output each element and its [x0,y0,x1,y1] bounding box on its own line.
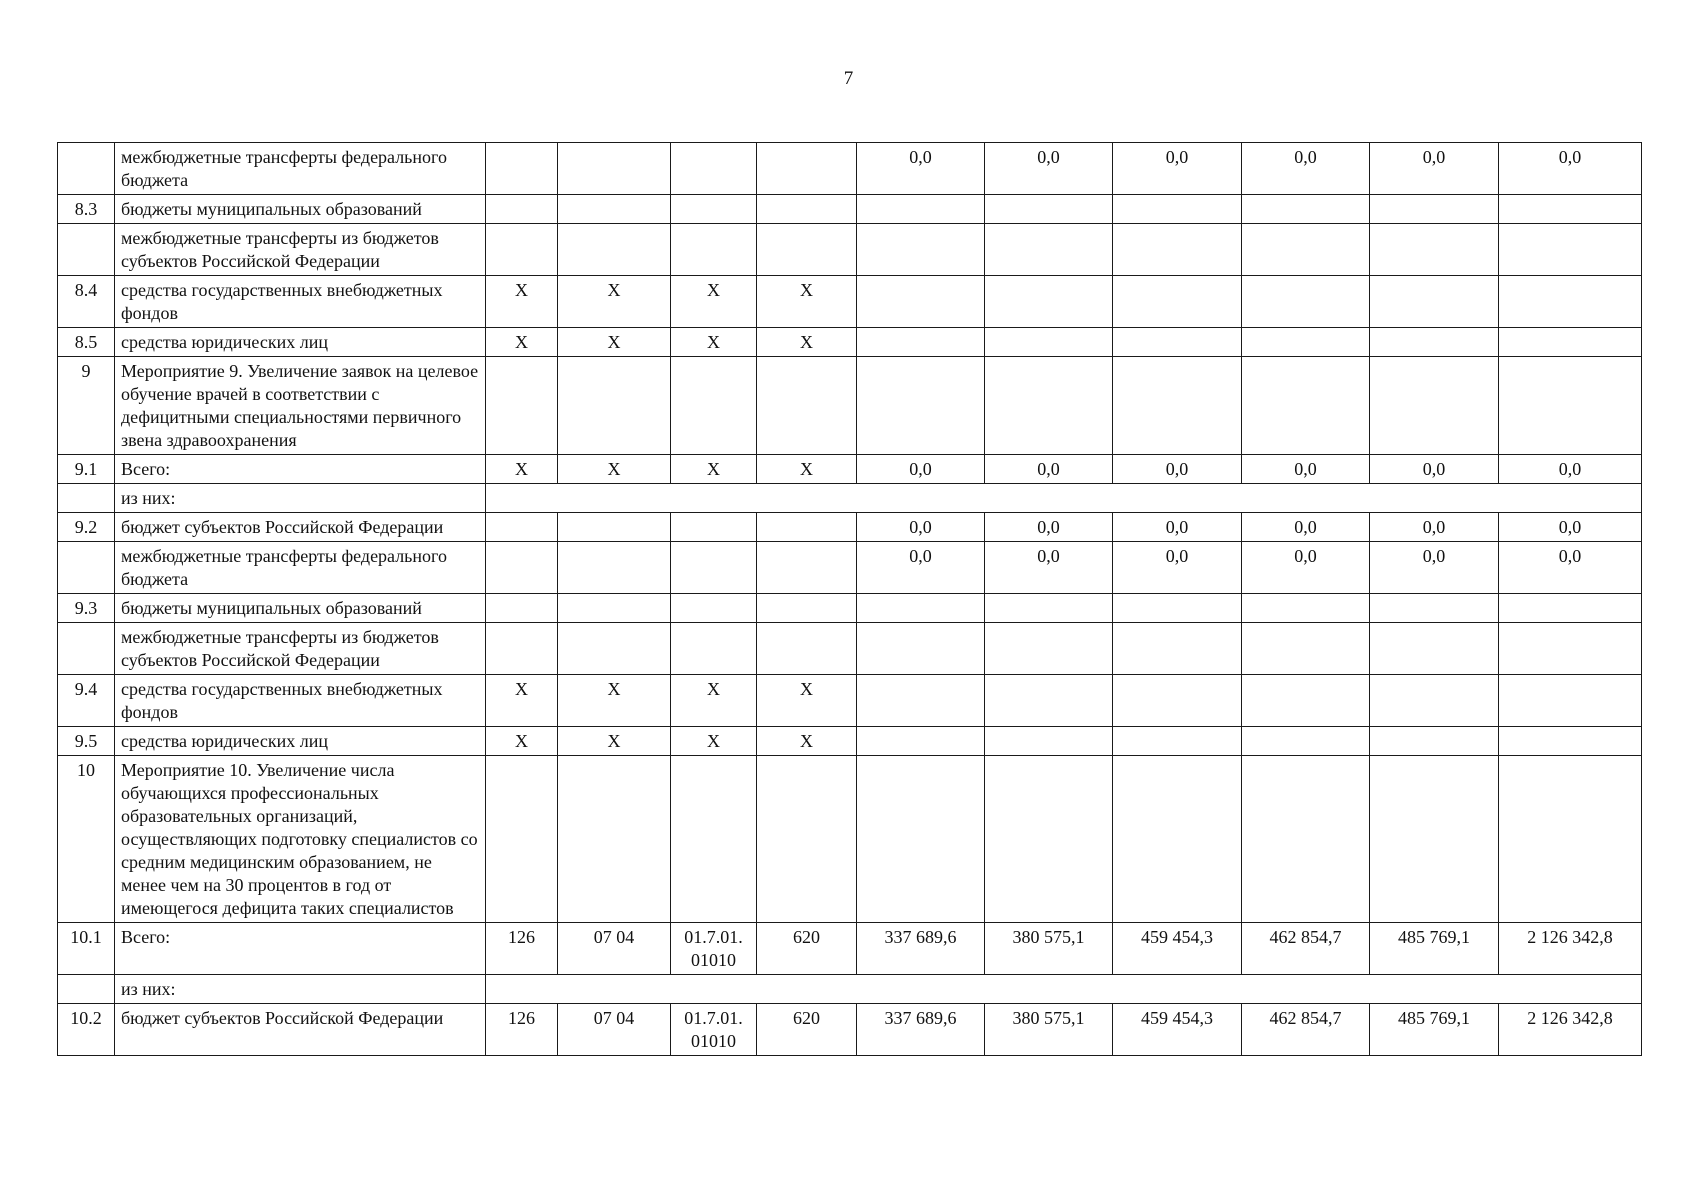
value-cell [1113,675,1242,727]
value-cell [985,328,1113,357]
value-cell [558,542,671,594]
table-row [58,623,1642,675]
value-cell [558,195,671,224]
row-number-cell: 10.1 [58,923,115,975]
table-row [58,484,1642,513]
value-cell: 0,0 [1242,455,1370,484]
value-cell [757,195,857,224]
value-cell [1242,623,1370,675]
row-number-cell: 8.5 [58,328,115,357]
value-cell [1242,328,1370,357]
value-cell [1370,623,1499,675]
value-cell: 0,0 [1113,542,1242,594]
value-cell: 462 854,7 [1242,923,1370,975]
row-number-cell [58,484,115,513]
value-cell [1113,357,1242,455]
value-cell: 485 769,1 [1370,1004,1499,1056]
row-number-cell: 9.2 [58,513,115,542]
value-cell [757,357,857,455]
value-cell: Х [671,727,757,756]
value-cell: Х [486,675,558,727]
value-cell [1370,594,1499,623]
value-cell [1113,224,1242,276]
value-cell [985,594,1113,623]
value-cell: 459 454,3 [1113,923,1242,975]
row-name-cell: Всего: [115,455,486,484]
value-cell [1499,727,1642,756]
value-cell: 0,0 [1113,143,1242,195]
value-cell: 337 689,6 [857,1004,985,1056]
row-name-cell: Всего: [115,923,486,975]
value-cell: Х [558,675,671,727]
value-cell: 337 689,6 [857,923,985,975]
value-cell [1370,276,1499,328]
value-cell [857,357,985,455]
row-name-cell: средства государственных внебюджетных фондов [115,675,486,727]
row-name-cell: из них: [115,484,486,513]
value-cell [1242,594,1370,623]
row-number-cell: 9.5 [58,727,115,756]
value-cell [558,357,671,455]
table-row [58,756,1642,923]
row-name-cell: Мероприятие 10. Увеличение числа обучающихся профессиональных образовательных организаций, осуществляющих подготовку специалистов со средним медицинским образованием, не менее чем на 30 процентов в год от имеющегося дефицита таких специалистов [115,756,486,923]
value-cell [985,727,1113,756]
row-name-cell: Мероприятие 9. Увеличение заявок на целевое обучение врачей в соответствии с дефицитными специальностями первичного звена здравоохранения [115,357,486,455]
table-row [58,328,1642,357]
value-cell [671,143,757,195]
value-cell: 0,0 [1113,455,1242,484]
value-cell [857,224,985,276]
value-cell [486,195,558,224]
value-cell [486,224,558,276]
row-name-cell: межбюджетные трансферты из бюджетов субъектов Российской Федерации [115,623,486,675]
value-cell [486,357,558,455]
value-cell [486,143,558,195]
value-cell: 0,0 [1242,143,1370,195]
value-cell: Х [558,455,671,484]
value-cell [985,675,1113,727]
value-cell: Х [558,727,671,756]
table-row [58,675,1642,727]
value-cell [1242,357,1370,455]
row-number-cell [58,542,115,594]
value-cell [857,623,985,675]
table-row [58,594,1642,623]
value-cell: 07 04 [558,1004,671,1056]
value-cell: 0,0 [1370,542,1499,594]
row-number-cell: 9.4 [58,675,115,727]
value-cell [1113,328,1242,357]
value-cell: Х [757,675,857,727]
value-cell [1113,727,1242,756]
row-number-cell: 10 [58,756,115,923]
value-cell [486,513,558,542]
budget-table [57,142,1642,1056]
value-cell: 0,0 [985,513,1113,542]
value-cell: Х [486,455,558,484]
value-cell: 0,0 [1499,542,1642,594]
table-row [58,727,1642,756]
value-cell [1499,328,1642,357]
value-cell [857,594,985,623]
table-row [58,975,1642,1004]
value-cell: 0,0 [857,542,985,594]
value-cell [671,542,757,594]
value-cell: Х [757,328,857,357]
value-cell [1242,756,1370,923]
value-cell: 620 [757,1004,857,1056]
value-cell [1242,195,1370,224]
value-cell [671,513,757,542]
value-cell [857,675,985,727]
value-cell [757,224,857,276]
row-number-cell [58,975,115,1004]
value-cell [1370,224,1499,276]
value-cell [985,756,1113,923]
row-name-cell: средства юридических лиц [115,727,486,756]
value-cell [985,224,1113,276]
value-cell: Х [486,276,558,328]
value-cell [558,623,671,675]
table-row [58,357,1642,455]
row-number-cell: 9.3 [58,594,115,623]
value-cell [985,276,1113,328]
value-cell: 0,0 [1113,513,1242,542]
table-body [58,143,1642,1056]
table-row [58,923,1642,975]
value-cell: 0,0 [857,143,985,195]
value-cell [857,727,985,756]
table-row [58,276,1642,328]
row-number-cell: 9 [58,357,115,455]
value-cell: Х [486,328,558,357]
value-cell: 0,0 [1499,455,1642,484]
value-cell: 485 769,1 [1370,923,1499,975]
value-cell [486,623,558,675]
row-name-cell: межбюджетные трансферты федерального бюджета [115,542,486,594]
value-cell [671,357,757,455]
value-cell: 0,0 [857,455,985,484]
value-cell [1370,357,1499,455]
value-cell [857,328,985,357]
value-cell [1113,195,1242,224]
value-cell [1499,623,1642,675]
value-cell [1242,675,1370,727]
value-cell [486,594,558,623]
value-cell [1113,594,1242,623]
table-row [58,143,1642,195]
value-cell: Х [671,675,757,727]
value-cell: 0,0 [1370,513,1499,542]
row-number-cell: 9.1 [58,455,115,484]
value-cell: 0,0 [1370,143,1499,195]
value-cell: 0,0 [985,542,1113,594]
value-cell [671,224,757,276]
value-cell: 01.7.01. 01010 [671,923,757,975]
value-cell: 126 [486,1004,558,1056]
value-cell: Х [558,328,671,357]
value-cell: 2 126 342,8 [1499,1004,1642,1056]
merged-empty-cell [486,484,1642,513]
row-number-cell: 8.4 [58,276,115,328]
value-cell [985,195,1113,224]
value-cell [558,143,671,195]
value-cell [1499,594,1642,623]
row-name-cell: межбюджетные трансферты из бюджетов субъектов Российской Федерации [115,224,486,276]
value-cell [757,143,857,195]
value-cell: 0,0 [857,513,985,542]
value-cell: Х [757,727,857,756]
value-cell: Х [671,455,757,484]
value-cell [486,542,558,594]
row-name-cell: из них: [115,975,486,1004]
value-cell [558,756,671,923]
value-cell: 380 575,1 [985,923,1113,975]
value-cell: 07 04 [558,923,671,975]
value-cell [1370,195,1499,224]
row-name-cell: средства юридических лиц [115,328,486,357]
value-cell [857,276,985,328]
value-cell: 459 454,3 [1113,1004,1242,1056]
value-cell [671,195,757,224]
value-cell: 01.7.01. 01010 [671,1004,757,1056]
row-number-cell [58,224,115,276]
value-cell [558,513,671,542]
value-cell [857,756,985,923]
row-name-cell: бюджеты муниципальных образований [115,594,486,623]
value-cell [757,623,857,675]
value-cell [985,357,1113,455]
value-cell: 620 [757,923,857,975]
value-cell [757,542,857,594]
value-cell: 0,0 [985,143,1113,195]
value-cell: 0,0 [985,455,1113,484]
value-cell: Х [558,276,671,328]
value-cell [1113,276,1242,328]
table-row [58,195,1642,224]
value-cell: 0,0 [1499,513,1642,542]
value-cell [1370,727,1499,756]
value-cell [558,224,671,276]
value-cell [1242,224,1370,276]
value-cell [1499,756,1642,923]
table-row [58,224,1642,276]
row-name-cell: средства государственных внебюджетных фондов [115,276,486,328]
value-cell: Х [757,455,857,484]
table-row [58,1004,1642,1056]
row-name-cell: межбюджетные трансферты федерального бюджета [115,143,486,195]
value-cell: 0,0 [1242,513,1370,542]
page-number: 7 [843,68,854,89]
merged-empty-cell [486,975,1642,1004]
value-cell [757,756,857,923]
value-cell [1113,756,1242,923]
value-cell [1113,623,1242,675]
value-cell: Х [671,276,757,328]
value-cell [757,513,857,542]
value-cell [1370,675,1499,727]
value-cell: 462 854,7 [1242,1004,1370,1056]
row-number-cell [58,143,115,195]
value-cell: 0,0 [1499,143,1642,195]
value-cell [1242,727,1370,756]
value-cell [1499,675,1642,727]
value-cell [1370,328,1499,357]
value-cell [1370,756,1499,923]
value-cell [1499,195,1642,224]
value-cell [486,756,558,923]
value-cell: 126 [486,923,558,975]
table-row [58,513,1642,542]
value-cell: 2 126 342,8 [1499,923,1642,975]
value-cell: 0,0 [1242,542,1370,594]
value-cell [671,594,757,623]
value-cell: 0,0 [1370,455,1499,484]
table-row [58,455,1642,484]
value-cell: Х [486,727,558,756]
value-cell [671,623,757,675]
value-cell [1499,357,1642,455]
value-cell [558,594,671,623]
value-cell [1499,224,1642,276]
row-name-cell: бюджет субъектов Российской Федерации [115,1004,486,1056]
table-row [58,542,1642,594]
row-name-cell: бюджеты муниципальных образований [115,195,486,224]
value-cell [985,623,1113,675]
row-name-cell: бюджет субъектов Российской Федерации [115,513,486,542]
value-cell [857,195,985,224]
value-cell [1242,276,1370,328]
value-cell: Х [671,328,757,357]
value-cell: Х [757,276,857,328]
row-number-cell: 10.2 [58,1004,115,1056]
value-cell: 380 575,1 [985,1004,1113,1056]
value-cell [757,594,857,623]
value-cell [1499,276,1642,328]
row-number-cell [58,623,115,675]
row-number-cell: 8.3 [58,195,115,224]
value-cell [671,756,757,923]
